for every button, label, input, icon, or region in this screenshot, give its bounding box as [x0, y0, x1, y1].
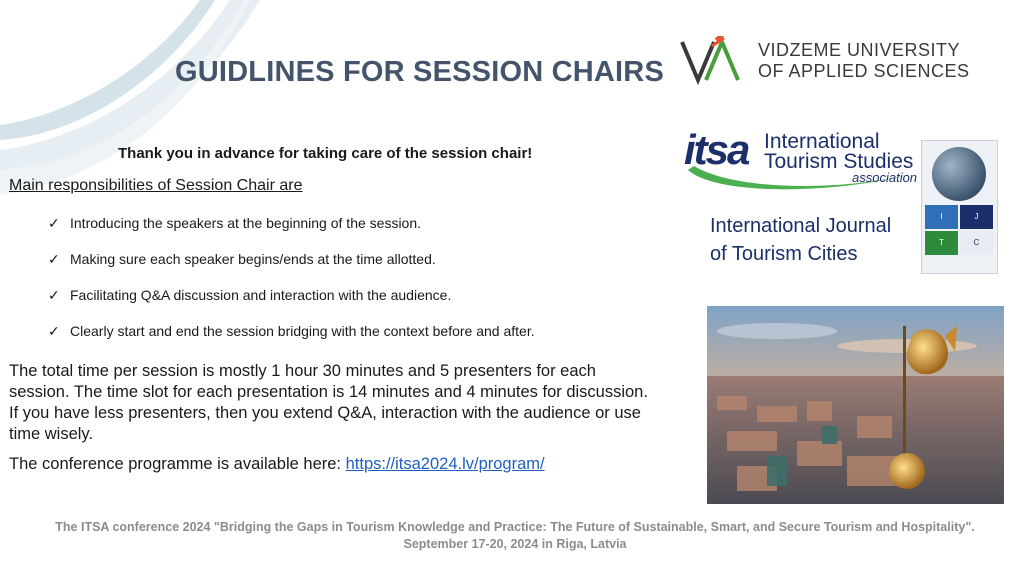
thanks-note: Thank you in advance for taking care of the session chair!	[118, 145, 533, 162]
list-item: ✓ Introducing the speakers at the beginning of the session.	[48, 215, 422, 231]
programme-line	[9, 455, 545, 474]
decorative-swoosh	[0, 0, 260, 200]
check-icon: ✓	[48, 251, 60, 267]
journal-cover-image: I J T C	[921, 140, 998, 274]
page-title: GUIDLINES FOR SESSION CHAIRS	[175, 56, 664, 88]
list-item: ✓ Facilitating Q&A discussion and interaction with the audience.	[48, 287, 452, 303]
responsibilities-heading: Main responsibilities of Session Chair are	[9, 177, 303, 194]
list-item: ✓ Making sure each speaker begins/ends at the time allotted.	[48, 251, 436, 267]
check-icon: ✓	[48, 287, 60, 303]
programme-text: The conference programme is available here:	[9, 455, 346, 473]
list-item: ✓ Clearly start and end the session bridging with the context before and after.	[48, 323, 535, 339]
itsa-logo: itsa International Tourism Studies association	[682, 122, 922, 197]
globe-icon	[932, 147, 986, 201]
programme-link[interactable]: https://itsa2024.lv/program/	[345, 455, 545, 473]
check-icon: ✓	[48, 215, 60, 231]
conference-footer: The ITSA conference 2024 "Bridging the Gaps in Tourism Knowledge and Practice: The Future of Sustainable, Smart, and Secure Tourism and Hospitality". September 17-20, 2024 in Riga, Latvia	[55, 520, 975, 551]
journal-title: International Journal of Tourism Cities	[710, 215, 892, 265]
check-icon: ✓	[48, 323, 60, 339]
session-time-paragraph: The total time per session is mostly 1 hour 30 minutes and 5 presenters for each session. The time slot for each presentation is 14 minutes and 4 minutes for discussion. If you have less presenters, then you extend Q&A, interaction with the audience or use time wisely.	[9, 362, 648, 443]
responsibilities-list	[48, 215, 535, 359]
vidzeme-mark-icon	[678, 36, 748, 86]
riga-city-photo	[707, 306, 1004, 504]
vidzeme-logo: VIDZEME UNIVERSITY OF APPLIED SCIENCES	[678, 36, 998, 86]
